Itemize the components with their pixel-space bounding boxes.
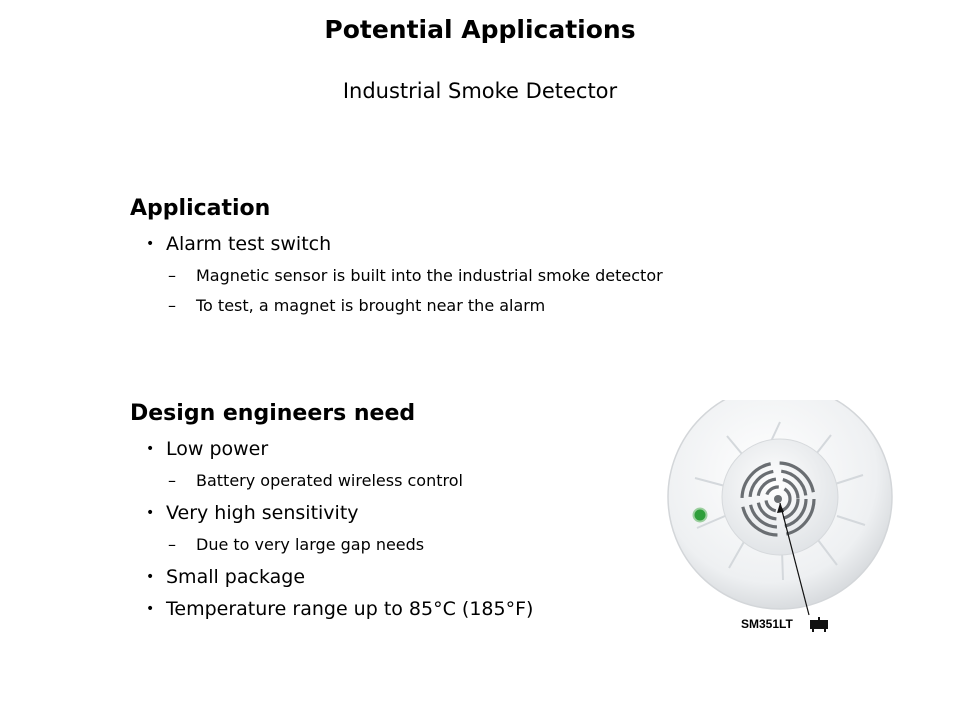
design-heading: Design engineers need [130,401,416,426]
bullet-text: Low power [166,438,269,460]
dash-glyph: – [168,535,176,554]
bullet-glyph: • [146,441,155,457]
subbullet-text: Battery operated wireless control [196,471,463,490]
slide-title: Potential Applications [324,15,636,44]
application-heading: Application [130,196,271,221]
bullet-glyph: • [146,569,155,585]
smoke-detector-image [655,400,905,645]
subbullet-text: Due to very large gap needs [196,535,425,554]
subbullet-text: To test, a magnet is brought near the alarm [196,296,546,315]
bullet-glyph: • [146,505,155,521]
design-bullet [146,502,359,524]
part-number-label: SM351LT [741,617,793,631]
dash-glyph: – [168,296,176,315]
led-indicator-icon [694,509,707,522]
subbullet-text: Magnetic sensor is built into the industrial smoke detector [196,266,663,285]
dash-glyph: – [168,471,176,490]
design-bullet [146,438,268,460]
bullet-text: Temperature range up to 85°C (185°F) [166,598,534,620]
bullet-glyph: • [146,601,155,617]
sot23-package-icon [810,620,828,629]
design-subbullet [168,471,463,490]
slide-subtitle: Industrial Smoke Detector [342,79,618,103]
application-bullet [146,233,331,255]
dash-glyph: – [168,266,176,285]
design-subbullet [168,535,424,554]
design-bullet [146,598,533,620]
bullet-text: Small package [166,566,306,588]
application-subbullet [168,296,545,315]
bullet-text: Alarm test switch [166,233,332,255]
bullet-glyph: • [146,236,155,252]
application-subbullet [168,266,663,285]
design-bullet [146,566,305,588]
bullet-text: Very high sensitivity [166,502,359,524]
